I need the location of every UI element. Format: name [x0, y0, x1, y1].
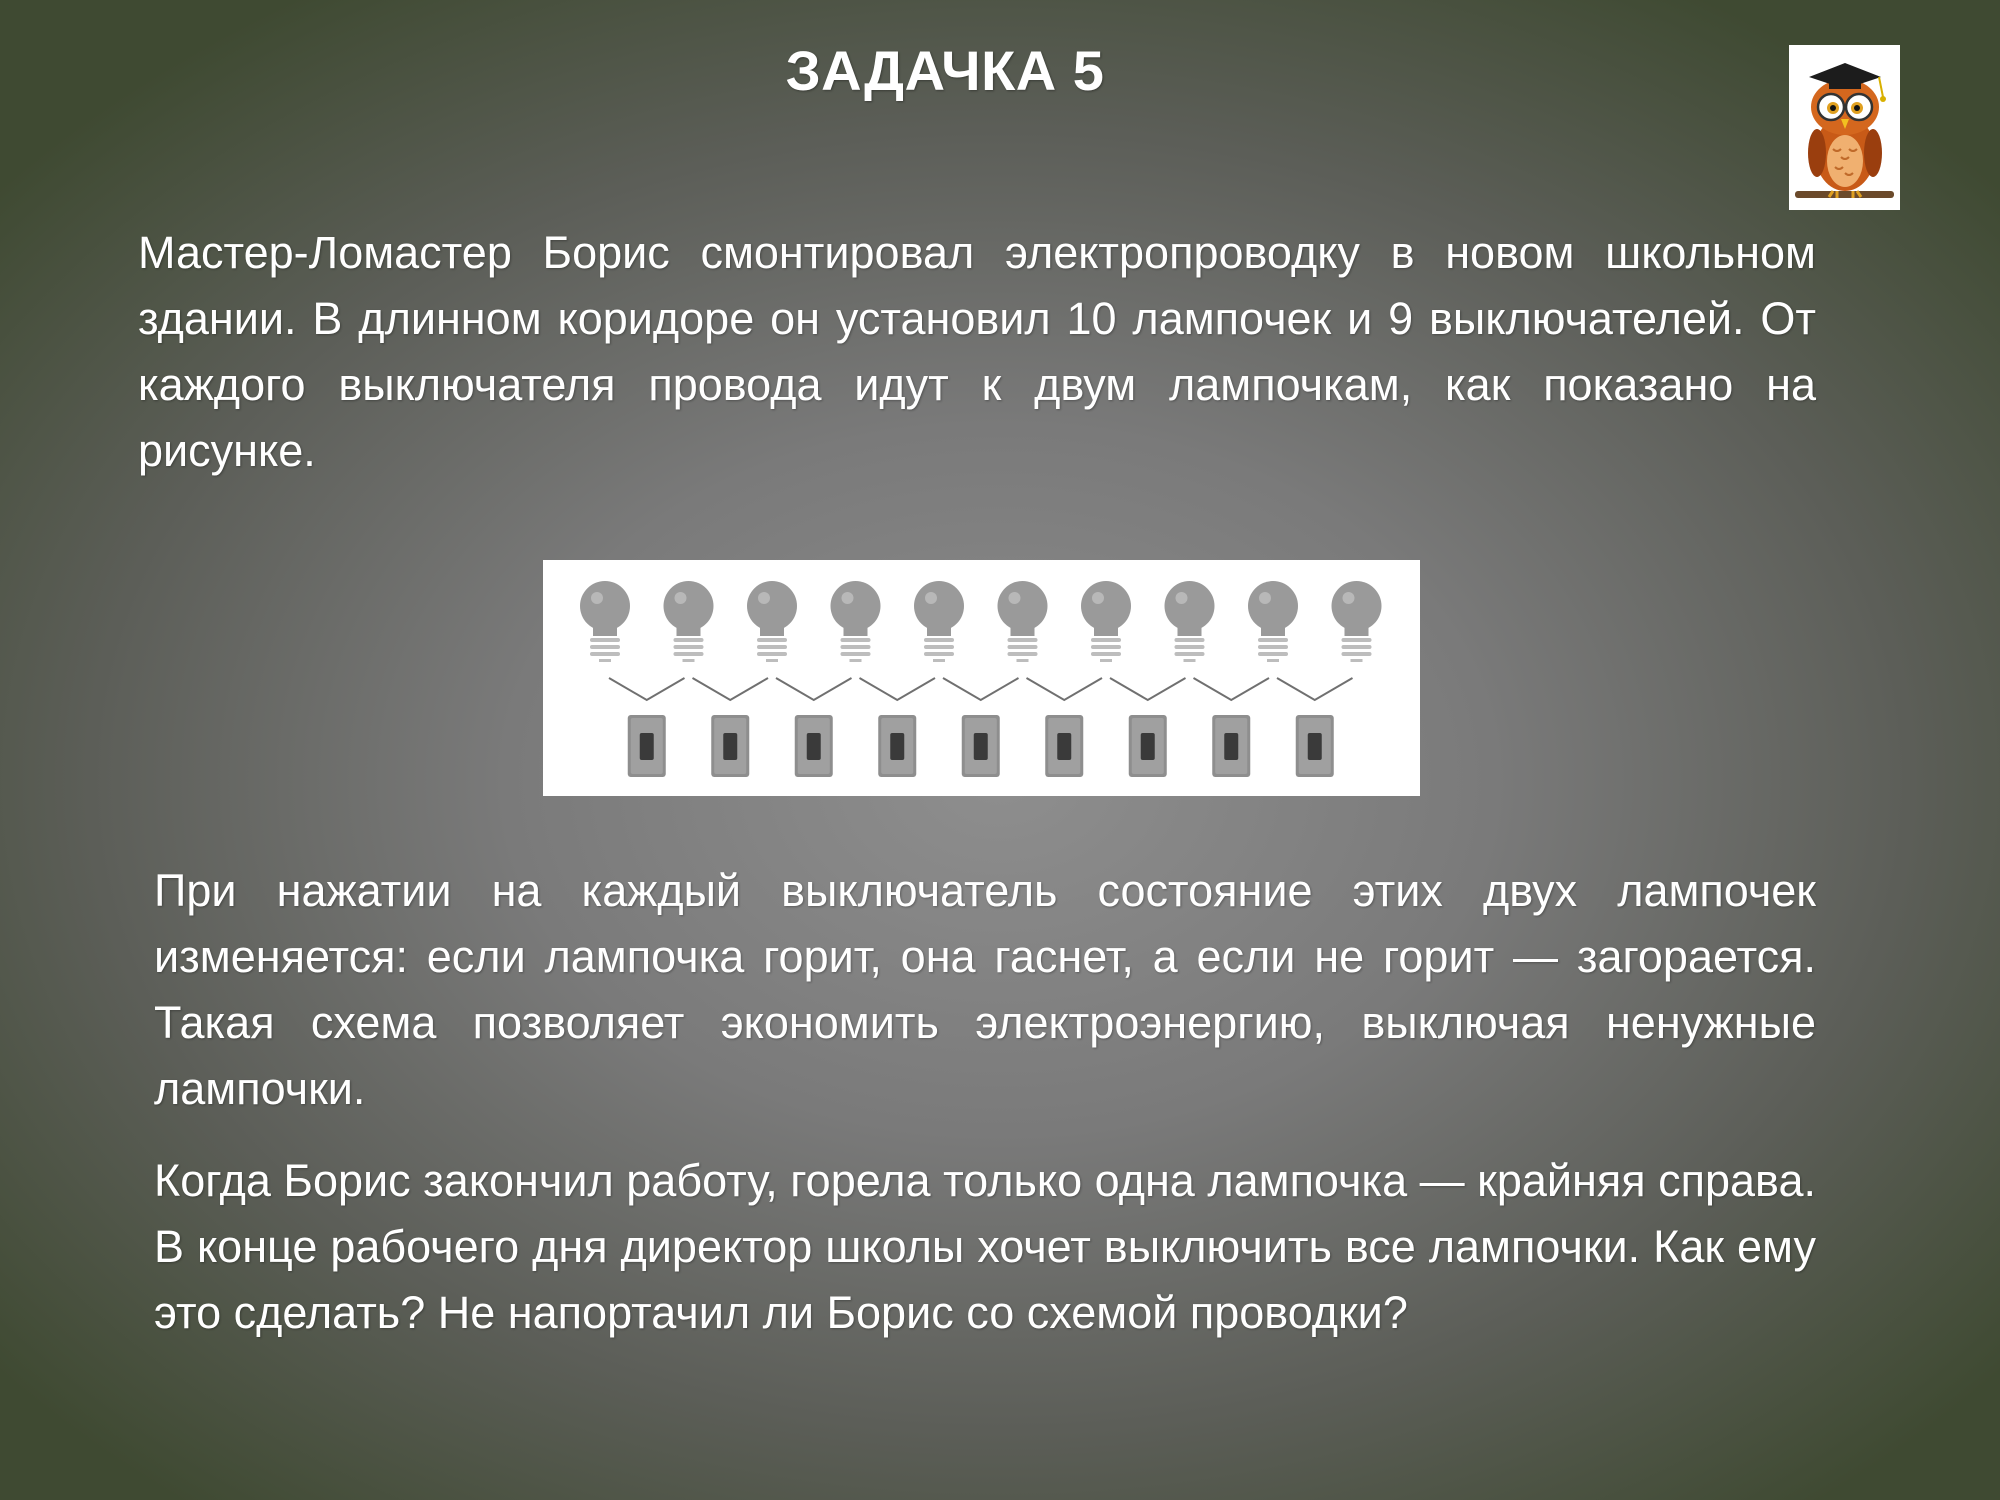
- light-bulb-icon: [664, 581, 714, 662]
- wire-connection: [1027, 678, 1103, 700]
- wire-connection: [860, 678, 936, 700]
- light-bulb-icon: [831, 581, 881, 662]
- light-bulb-icon: [1165, 581, 1215, 662]
- wall-switch-icon: [1296, 715, 1334, 777]
- wall-switch-icon: [1129, 715, 1167, 777]
- owl-mascot-image: [1789, 45, 1900, 210]
- switch-behavior-paragraph: При нажатии на каждый выключатель состояние этих двух лампочек изменяется: если лампочка горит, она гаснет, а если не горит — загорается. Такая схема позволяет экономить электроэнергию, выключая ненужные лампочки.: [154, 865, 1816, 1114]
- wire-connection: [1110, 678, 1186, 700]
- light-bulb-icon: [1248, 581, 1298, 662]
- light-bulb-icon: [747, 581, 797, 662]
- wall-switch-icon: [878, 715, 916, 777]
- owl-graduate-icon: [1789, 45, 1900, 210]
- wire-connection: [943, 678, 1019, 700]
- question-paragraph: Когда Борис закончил работу, горела только одна лампочка — крайняя справа. В конце рабочего дня директор школы хочет выключить все лампочки. Как ему это сделать? Не напортачил ли Борис со схемой проводки?: [154, 1155, 1816, 1338]
- wall-switch-icon: [962, 715, 1000, 777]
- wall-switch-icon: [1045, 715, 1083, 777]
- bulbs-and-switches-diagram: [543, 560, 1420, 796]
- light-bulb-icon: [1081, 581, 1131, 662]
- wall-switch-icon: [795, 715, 833, 777]
- wire-connection: [609, 678, 685, 700]
- wiring-diagram-svg: [543, 560, 1420, 796]
- light-bulb-icon: [998, 581, 1048, 662]
- wire-connection: [693, 678, 769, 700]
- wall-switch-icon: [711, 715, 749, 777]
- wall-switch-icon: [1212, 715, 1250, 777]
- wire-connection: [1277, 678, 1353, 700]
- slide-title: ЗАДАЧКА 5: [785, 39, 1105, 102]
- wire-connection: [1194, 678, 1270, 700]
- wire-connection: [776, 678, 852, 700]
- light-bulb-icon: [1332, 581, 1382, 662]
- wall-switch-icon: [628, 715, 666, 777]
- light-bulb-icon: [580, 581, 630, 662]
- light-bulb-icon: [914, 581, 964, 662]
- problem-intro-paragraph: Мастер-Ломастер Борис смонтировал электропроводку в новом школьном здании. В длинном коридоре он установил 10 лампочек и 9 выключателей. От каждого выключателя провода идут к двум лампочкам, как показано на рисунке.: [138, 227, 1816, 476]
